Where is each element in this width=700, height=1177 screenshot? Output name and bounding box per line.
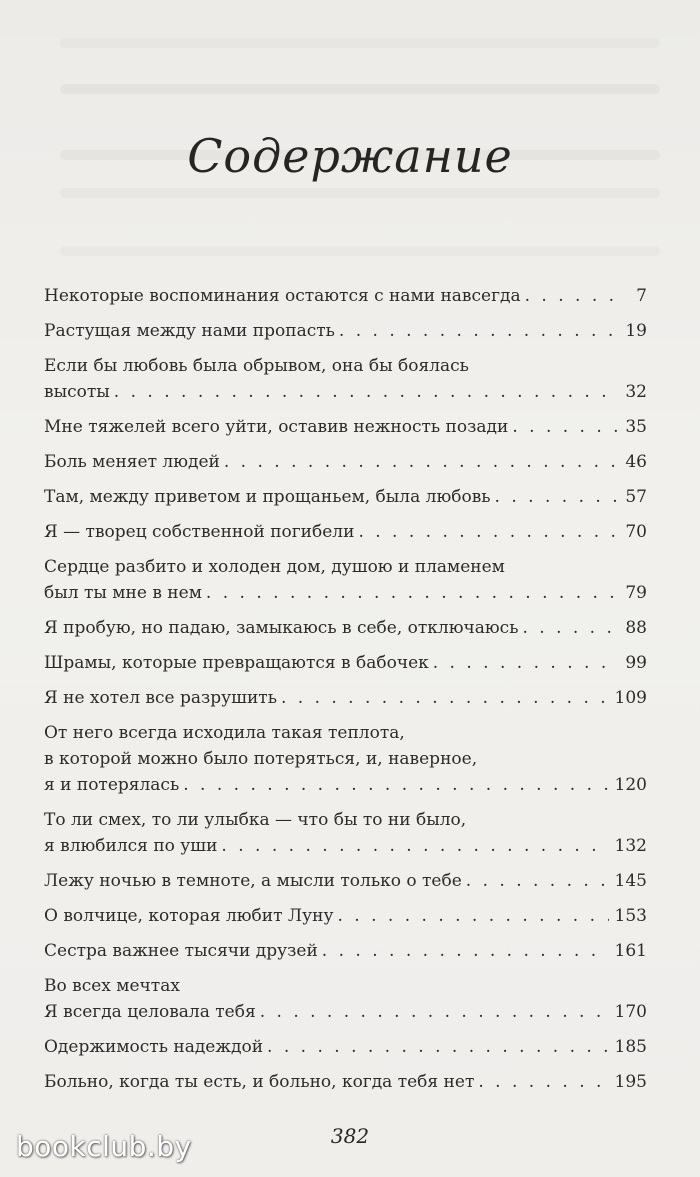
dot-leader: [217, 833, 608, 859]
dot-leader: [518, 615, 619, 641]
toc-entry: [44, 554, 647, 606]
toc-entry-page: 195: [614, 1072, 647, 1092]
dot-leader: [474, 1069, 608, 1095]
toc-entry-page: 7: [636, 286, 647, 306]
toc-entry-title: был ты мне в нем: [44, 583, 202, 603]
toc-entry: [44, 318, 647, 344]
toc-entry-title: Там, между приветом и прощаньем, была любовь: [44, 487, 491, 507]
dot-leader: [202, 580, 619, 606]
toc-entry-row: [44, 449, 647, 475]
toc-entry-title: Растущая между нами пропасть: [44, 321, 335, 341]
toc-entry-row: [44, 580, 647, 606]
toc-entry-row: [44, 1069, 647, 1095]
page-title: Содержание: [187, 128, 513, 183]
dot-leader: [335, 318, 619, 344]
toc-entry-row: [44, 772, 647, 798]
toc-entry-title-line: в которой можно было потеряться, и, наверное,: [44, 749, 478, 769]
toc-entry: [44, 720, 647, 798]
toc-entry-page: 88: [625, 618, 647, 638]
toc-entry-title-line: Если бы любовь была обрывом, она бы боялась: [44, 356, 469, 376]
toc-entry-row: [44, 833, 647, 859]
toc-entry: [44, 973, 647, 1025]
dot-leader: [354, 519, 619, 545]
toc-entry-page: 70: [625, 522, 647, 542]
toc-entry-row: [44, 484, 647, 510]
dot-leader: [110, 379, 620, 405]
toc-entry-title: Я пробую, но падаю, замыкаюсь в себе, отключаюсь: [44, 618, 519, 638]
toc-entry-page: 57: [625, 487, 647, 507]
toc-entry-page: 32: [625, 382, 647, 402]
toc-entry-row: [44, 999, 647, 1025]
toc-entry-row: [44, 379, 647, 405]
page-number: 382: [330, 1124, 370, 1148]
toc-entry-row: [44, 685, 647, 711]
toc-entry: [44, 868, 647, 894]
dot-leader: [333, 903, 608, 929]
toc-entry-page: 19: [625, 321, 647, 341]
toc-entry-title: Я — творец собственной погибели: [44, 522, 355, 542]
toc-entry-page: 120: [614, 775, 647, 795]
toc-entry-page: 161: [614, 941, 647, 961]
toc-entry: [44, 615, 647, 641]
dot-leader: [263, 1034, 609, 1060]
toc-entry-title: Больно, когда ты есть, и больно, когда тебя нет: [44, 1072, 475, 1092]
toc-entry: [44, 685, 647, 711]
dot-leader: [429, 650, 620, 676]
dot-leader: [462, 868, 609, 894]
table-of-contents: [44, 283, 647, 1104]
toc-entry-title: Некоторые воспоминания остаются с нами навсегда: [44, 286, 521, 306]
dot-leader: [220, 449, 620, 475]
toc-entry: [44, 938, 647, 964]
toc-entry-page: 79: [625, 583, 647, 603]
toc-entry-page: 185: [614, 1037, 647, 1057]
toc-entry-page: 35: [625, 417, 647, 437]
toc-entry: [44, 484, 647, 510]
toc-entry-title-line: От него всегда исходила такая теплота,: [44, 723, 405, 743]
toc-entry-title-line: Во всех мечтах: [44, 976, 180, 996]
toc-entry: [44, 1069, 647, 1095]
dot-leader: [491, 484, 620, 510]
toc-entry-page: 153: [614, 906, 647, 926]
toc-entry-title-line: То ли смех, то ли улыбка — что бы то ни было,: [44, 810, 467, 830]
toc-entry-title: Одержимость надеждой: [44, 1037, 264, 1057]
watermark: bookclub.by: [16, 1130, 192, 1163]
toc-entry-title: Я всегда целовала тебя: [44, 1002, 256, 1022]
toc-entry-row: [44, 868, 647, 894]
toc-entry-page: 145: [614, 871, 647, 891]
toc-entry-title: Мне тяжелей всего уйти, оставив нежность позади: [44, 417, 509, 437]
toc-entry-row: [44, 903, 647, 929]
toc-entry-title: Боль меняет людей: [44, 452, 220, 472]
toc-entry-page: 132: [614, 836, 647, 856]
toc-entry: [44, 650, 647, 676]
toc-entry-title: я и потерялась: [44, 775, 180, 795]
toc-entry-row: [44, 519, 647, 545]
toc-entry: [44, 353, 647, 405]
bleed-through-shadow: [60, 84, 660, 94]
toc-entry-row: [44, 318, 647, 344]
dot-leader: [521, 283, 623, 309]
toc-entry-title: я влюбился по уши: [44, 836, 218, 856]
toc-entry-title: Шрамы, которые превращаются в бабочек: [44, 653, 429, 673]
toc-entry-page: 170: [614, 1002, 647, 1022]
toc-entry-title: О волчице, которая любит Луну: [44, 906, 334, 926]
toc-entry: [44, 414, 647, 440]
toc-entry: [44, 903, 647, 929]
bleed-through-shadow: [60, 188, 660, 198]
toc-entry-title: Я не хотел все разрушить: [44, 688, 277, 708]
toc-entry: [44, 449, 647, 475]
dot-leader: [277, 685, 609, 711]
bleed-through-shadow: [60, 38, 660, 48]
toc-entry-page: 46: [625, 452, 647, 472]
dot-leader: [318, 938, 609, 964]
dot-leader: [256, 999, 609, 1025]
toc-entry-page: 99: [625, 653, 647, 673]
toc-entry-title-line: Сердце разбито и холоден дом, душою и пламенем: [44, 557, 505, 577]
toc-entry: [44, 283, 647, 309]
toc-entry-title: Сестра важнее тысячи друзей: [44, 941, 318, 961]
toc-entry-row: [44, 414, 647, 440]
toc-entry: [44, 519, 647, 545]
toc-entry: [44, 807, 647, 859]
toc-entry-title: высоты: [44, 382, 110, 402]
toc-entry-row: [44, 938, 647, 964]
toc-entry-title: Лежу ночью в темноте, а мысли только о тебе: [44, 871, 462, 891]
dot-leader: [508, 414, 619, 440]
toc-entry-row: [44, 1034, 647, 1060]
toc-entry-row: [44, 283, 647, 309]
toc-entry-row: [44, 615, 647, 641]
dot-leader: [179, 772, 608, 798]
toc-entry-row: [44, 650, 647, 676]
toc-entry: [44, 1034, 647, 1060]
toc-entry-page: 109: [614, 688, 647, 708]
bleed-through-shadow: [60, 246, 660, 256]
